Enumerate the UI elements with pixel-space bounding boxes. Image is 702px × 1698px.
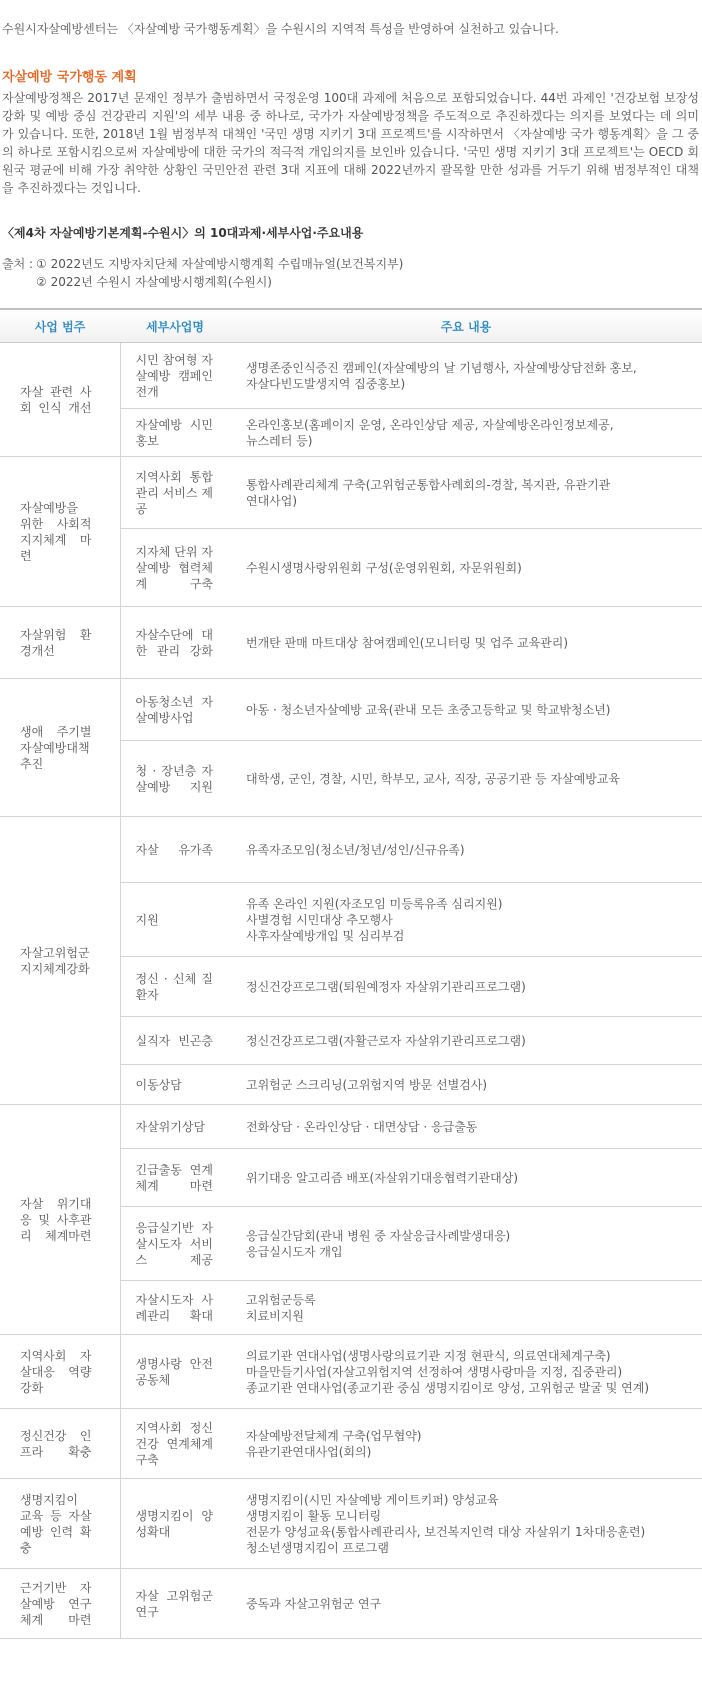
subproject-cell: 생명사랑 안전공동체 xyxy=(120,1335,230,1409)
table-row xyxy=(0,1409,702,1479)
category-cell: 생애 주기별 자살예방대책 추진 xyxy=(0,679,120,817)
category-cell: 자살위험 환경개선 xyxy=(0,607,120,679)
content-cell: 아동 · 청소년자살예방 교육(관내 모든 초중고등학교 및 학교밖청소년) xyxy=(230,679,702,741)
category-cell: 근거기반 자살예방 연구체계 마련 xyxy=(0,1569,120,1639)
table-row xyxy=(0,679,702,741)
category-cell: 생명지킴이 교육 등 자살 예방 인력 확충 xyxy=(0,1479,120,1569)
table-row xyxy=(0,1479,702,1569)
content-cell: 의료기관 연대사업(생명사랑의료기관 지정 현판식, 의료연대체계구축) 마을만들기사업(자살고위험지역 선정하여 생명사랑마을 지정, 집중관리) 종교기관 연대사업(종교기관 중심 생명지킴이로 양성, 고위험군 발굴 및 연계) xyxy=(230,1335,702,1409)
content-cell: 유족자조모임(청소년/청년/성인/신규유족) xyxy=(230,817,702,883)
table-row xyxy=(0,817,702,883)
content-cell: 중독과 자살고위험군 연구 xyxy=(230,1569,702,1639)
content-cell: 생명지킴이(시민 자살예방 게이트키퍼) 양성교육 생명지킴이 활동 모니터링 전문가 양성교육(통합사례관리사, 보건복지인력 대상 자살위기 1차대응훈련) 청소년생명지킴이 프로그램 xyxy=(230,1479,702,1569)
content-cell: 수원시생명사랑위원회 구성(운영위원회, 자문위원회) xyxy=(230,529,702,607)
source-block xyxy=(2,255,403,291)
subproject-cell: 지역사회 정신건강 연계체계 구축 xyxy=(120,1409,230,1479)
content-cell: 생명존중인식증진 캠페인(자살예방의 날 기념행사, 자살예방상담전화 홍보, 자살다빈도발생지역 집중홍보) xyxy=(230,343,702,409)
subproject-cell: 자살시도자 사례관리 확대 xyxy=(120,1281,230,1335)
category-cell: 자살고위험군 지지체계강화 xyxy=(0,817,120,1105)
header-content: 주요 내용 xyxy=(230,309,702,343)
content-cell: 응급실간담회(관내 병원 중 자살응급사례발생대응) 응급실시도자 개입 xyxy=(230,1207,702,1281)
table-title: 〈제4차 자살예방기본계획-수원시〉의 10대과제·세부사업·주요내용 xyxy=(2,226,364,240)
content-cell: 통합사례관리체계 구축(고위험군통합사례회의-경찰, 복지관, 유관기관 연대사업) xyxy=(230,457,702,529)
category-cell: 자살 관련 사회 인식 개선 xyxy=(0,343,120,457)
source-item-2: ② 2022년 수원시 자살예방시행계획(수원시) xyxy=(36,275,272,289)
subproject-cell: 정신 · 신체 질환자 xyxy=(120,957,230,1017)
source-label: 출처 : xyxy=(2,257,34,271)
content-cell: 고위험군등록 치료비지원 xyxy=(230,1281,702,1335)
table-header-row xyxy=(0,309,702,343)
plan-table xyxy=(0,308,702,1639)
content-cell: 전화상담 · 온라인상담 · 대면상담 · 응급출동 xyxy=(230,1105,702,1149)
intro-text: 수원시자살예방센터는 〈자살예방 국가행동계획〉을 수원시의 지역적 특성을 반영하여 실천하고 있습니다. xyxy=(2,22,559,36)
content-cell: 자살예방전달체계 구축(업무협약) 유관기관연대사업(회의) xyxy=(230,1409,702,1479)
policy-paragraph: 자살예방정책은 2017년 문재인 정부가 출범하면서 국정운영 100대 과제에 처음으로 포함되었습니다. 44번 과제인 '건강보험 보장성 강화 및 예방 중심 건강관리 지원'의 세부 내용 중 하나로, 국가가 자살예방정책을 주도적으로 추진하겠다는 의지를 보였다는 데 의미가 있습니다. 또한, 2018년 1월 범정부적 대책인 '국민 생명 지키기 3대 프로젝트'를 시작하면서 〈자살예방 국가 행동계획〉을 그 중의 하나로 포함시킴으로써 자살예방에 대한 국가의 적극적 개입의지를 보인바 있습니다. '국민 생명 지키기 3대 프로젝트'는 OECD 회원국 평균에 비해 가장 취약한 상황인 국민안전 관련 3대 지표에 대해 2022년까지 괄목할 만한 성과를 거두기 위해 범정부적인 대책을 추진하겠다는 것입니다. xyxy=(2,91,699,195)
subproject-cell: 지자체 단위 자살예방 협력체계 구축 xyxy=(120,529,230,607)
subproject-cell: 이동상담 xyxy=(120,1065,230,1105)
content-cell: 정신건강프로그램(퇴원예정자 자살위기관리프로그램) xyxy=(230,957,702,1017)
content-cell: 대학생, 군인, 경찰, 시민, 학부모, 교사, 직장, 공공기관 등 자살예방교육 xyxy=(230,741,702,817)
subproject-cell: 시민 참여형 자살예방 캠페인 전개 xyxy=(120,343,230,409)
subproject-cell: 생명지킴이 양성확대 xyxy=(120,1479,230,1569)
subproject-cell: 실직자 빈곤층 xyxy=(120,1017,230,1065)
source-item-1: ① 2022년도 지방자치단체 자살예방시행계획 수립매뉴얼(보건복지부) xyxy=(36,257,404,271)
subproject-cell: 지역사회 통합관리 서비스 제공 xyxy=(120,457,230,529)
subproject-cell: 청 · 장년층 자살예방 지원 xyxy=(120,741,230,817)
header-category: 사업 범주 xyxy=(0,309,120,343)
table-row xyxy=(0,1569,702,1639)
subproject-cell: 지원 xyxy=(120,883,230,957)
content-cell: 정신건강프로그램(자활근로자 자살위기관리프로그램) xyxy=(230,1017,702,1065)
subproject-cell: 긴급출동 연계체계 마련 xyxy=(120,1149,230,1207)
table-row xyxy=(0,343,702,409)
content-cell: 유족 온라인 지원(자조모임 미등록유족 심리지원) 사별경험 시민대상 추모행사 사후자살예방개입 및 심리부검 xyxy=(230,883,702,957)
table-row xyxy=(0,607,702,679)
subproject-cell: 자살 고위험군 연구 xyxy=(120,1569,230,1639)
header-subproject: 세부사업명 xyxy=(120,309,230,343)
category-cell: 지역사회 자살대응 역량강화 xyxy=(0,1335,120,1409)
content-cell: 번개탄 판매 마트대상 참여캠페인(모니터링 및 업주 교육관리) xyxy=(230,607,702,679)
subproject-cell: 자살 유가족 xyxy=(120,817,230,883)
content-cell: 온라인홍보(홈페이지 운영, 온라인상담 제공, 자살예방온라인정보제공, 뉴스레터 등) xyxy=(230,409,702,457)
subproject-cell: 응급실기반 자살시도자 서비스 제공 xyxy=(120,1207,230,1281)
subproject-cell: 자살예방 시민 홍보 xyxy=(120,409,230,457)
content-cell: 위기대응 알고리즘 배포(자살위기대응협력기관대상) xyxy=(230,1149,702,1207)
table-row xyxy=(0,1335,702,1409)
category-cell: 정신건강 인프라 확충 xyxy=(0,1409,120,1479)
table-row xyxy=(0,1105,702,1149)
content-cell: 고위험군 스크리닝(고위험지역 방문 선별검사) xyxy=(230,1065,702,1105)
category-cell: 자살 위기대응 및 사후관리 체계마련 xyxy=(0,1105,120,1335)
section-title: 자살예방 국가행동 계획 xyxy=(2,70,137,85)
subproject-cell: 자살수단에 대한 관리 강화 xyxy=(120,607,230,679)
subproject-cell: 자살위기상담 xyxy=(120,1105,230,1149)
table-row xyxy=(0,457,702,529)
subproject-cell: 아동청소년 자살예방사업 xyxy=(120,679,230,741)
category-cell: 자살예방을 위한 사회적 지지체계 마련 xyxy=(0,457,120,607)
